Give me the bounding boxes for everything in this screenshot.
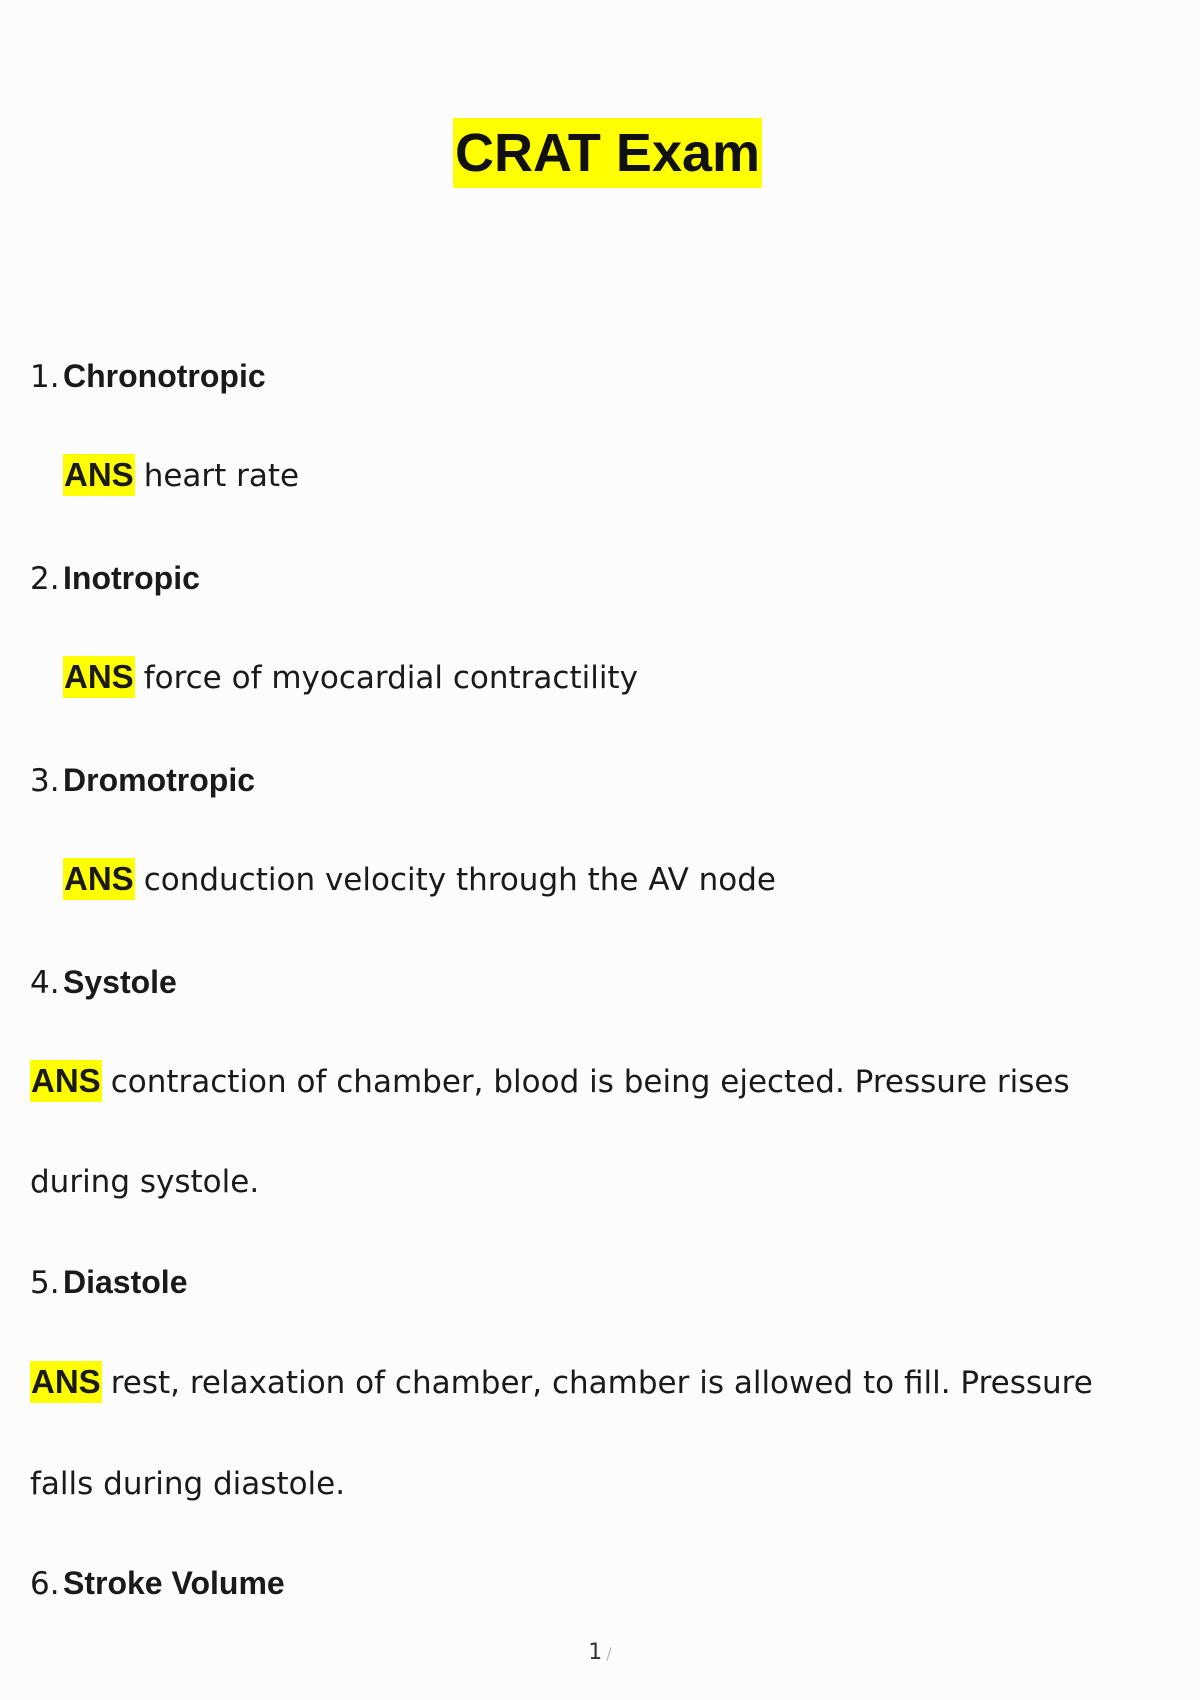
answer-1 [63, 454, 299, 498]
answer-text: force of myocardial contractility [143, 660, 638, 696]
page-number: 1 [588, 1640, 603, 1665]
ans-highlight: ANS [63, 454, 135, 496]
question-3 [30, 760, 255, 801]
answer-text: rest, relaxation of chamber, chamber is allowed to fill. Pressure [110, 1365, 1093, 1401]
ans-highlight: ANS [63, 858, 135, 900]
answer-5 [30, 1361, 1093, 1405]
question-number: 1. [30, 359, 60, 395]
question-1 [30, 356, 266, 397]
question-number: 4. [30, 965, 60, 1001]
question-term: Inotropic [63, 560, 200, 596]
question-term: Systole [63, 964, 177, 1000]
answer-5-continuation: falls during diastole. [30, 1466, 346, 1502]
question-number: 6. [30, 1566, 60, 1602]
document-title: CRAT Exam [453, 118, 762, 188]
question-2 [30, 558, 200, 599]
answer-4 [30, 1060, 1070, 1104]
question-number: 5. [30, 1265, 60, 1301]
ans-highlight: ANS [30, 1060, 102, 1102]
question-term: Diastole [63, 1264, 188, 1300]
question-5 [30, 1262, 187, 1303]
question-term: Stroke Volume [63, 1565, 285, 1601]
answer-3 [63, 858, 776, 902]
answer-text: conduction velocity through the AV node [143, 862, 776, 898]
question-number: 2. [30, 561, 60, 597]
ans-highlight: ANS [63, 656, 135, 698]
question-6 [30, 1563, 285, 1604]
question-term: Dromotropic [63, 762, 255, 798]
title-container [0, 118, 1200, 188]
ans-highlight: ANS [30, 1361, 102, 1403]
page-footer [0, 1640, 1200, 1665]
question-number: 3. [30, 763, 60, 799]
page-separator: / [606, 1644, 612, 1663]
answer-text: heart rate [143, 458, 300, 494]
answer-text: contraction of chamber, blood is being ejected. Pressure rises [110, 1064, 1070, 1100]
answer-4-continuation: during systole. [30, 1164, 260, 1200]
question-term: Chronotropic [63, 358, 266, 394]
question-4 [30, 962, 177, 1003]
answer-2 [63, 656, 638, 700]
